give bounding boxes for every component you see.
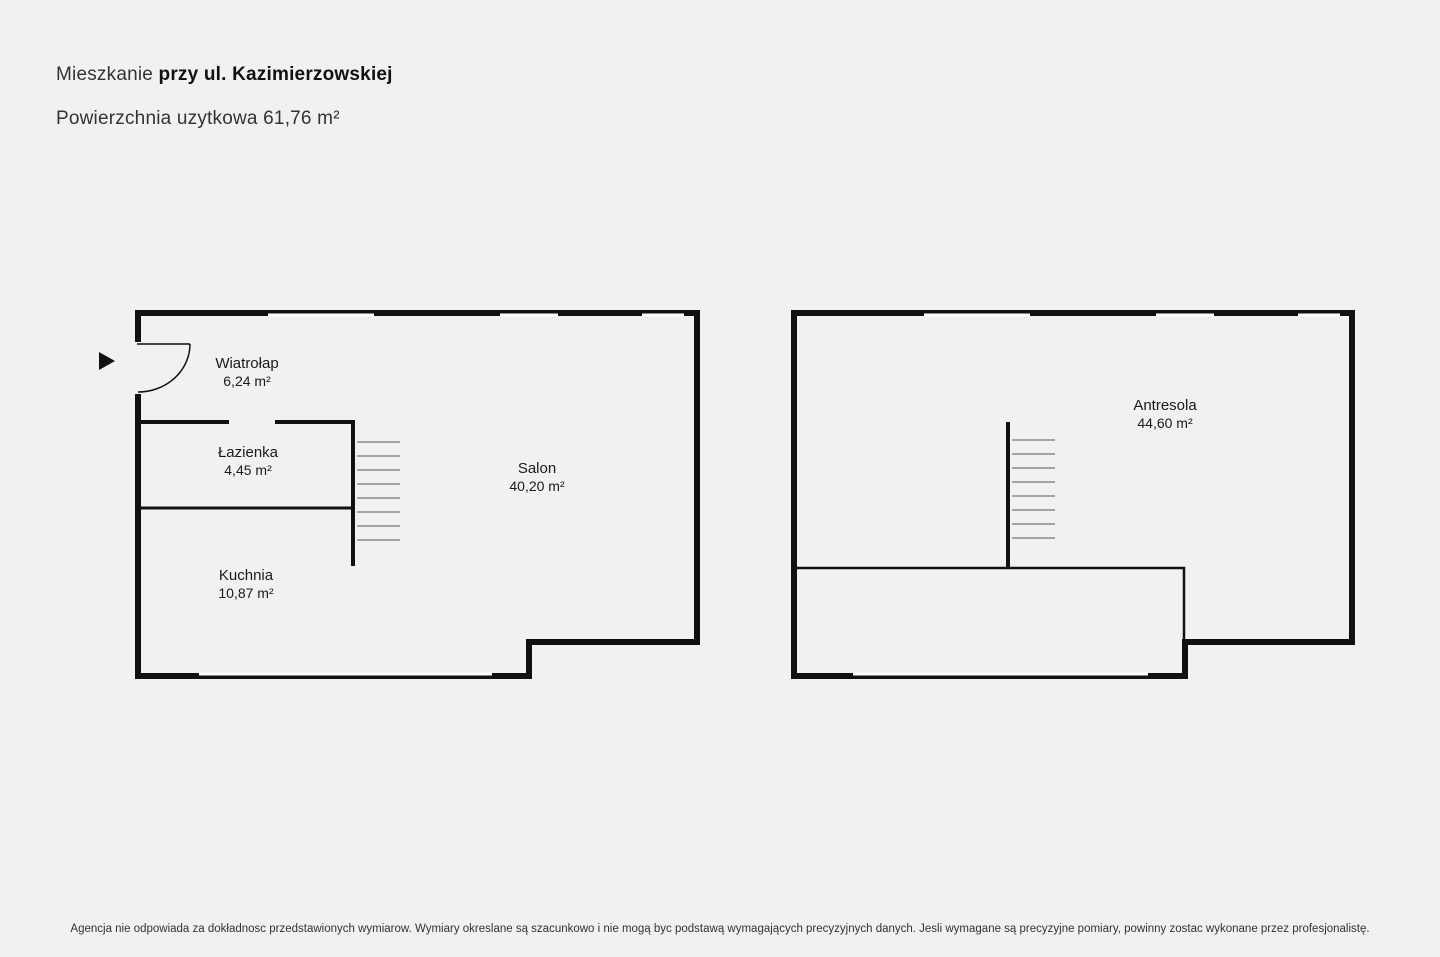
title-address: przy ul. Kazimierzowskiej xyxy=(158,64,393,85)
stairs xyxy=(1012,440,1055,538)
room-area-salon: 40,20 m² xyxy=(509,478,565,494)
room-name-wiatrolap: Wiatrołap xyxy=(215,355,279,372)
room-name-kuchnia: Kuchnia xyxy=(218,567,274,584)
room-name-lazienka: Łazienka xyxy=(217,444,279,461)
room-area-wiatrolap: 6,24 m² xyxy=(223,373,271,389)
room-area-antresola: 44,60 m² xyxy=(1137,415,1193,431)
room-name-salon: Salon xyxy=(517,460,557,477)
disclaimer-text: Agencja nie odpowiada za dokładnosc przedstawionych wymiarow. Wymiary okreslane są szacunkowo i nie mogą byc podstawą wymagających precyzyjnych danych. Jesli wymagane są precyzyjne pomiary, powinny zostac wykonane przez profesjonalistę. xyxy=(70,923,1370,935)
entrance-door-swing xyxy=(138,344,190,392)
mezzanine-outer-wall xyxy=(794,313,1352,676)
room-name-antresola: Antresola xyxy=(1133,397,1197,414)
room-area-lazienka: 4,45 m² xyxy=(224,462,272,478)
usable-area-subtitle: Powierzchnia uzytkowa 61,76 m² xyxy=(56,108,340,129)
title-prefix: Mieszkanie xyxy=(56,64,154,85)
stairs xyxy=(357,442,400,540)
mezzanine-void-edge xyxy=(797,568,1184,640)
room-area-kuchnia: 10,87 m² xyxy=(218,585,274,601)
ground-floor-plan xyxy=(99,313,697,676)
mezzanine-plan xyxy=(794,313,1352,676)
entrance-arrow-icon xyxy=(99,352,115,370)
